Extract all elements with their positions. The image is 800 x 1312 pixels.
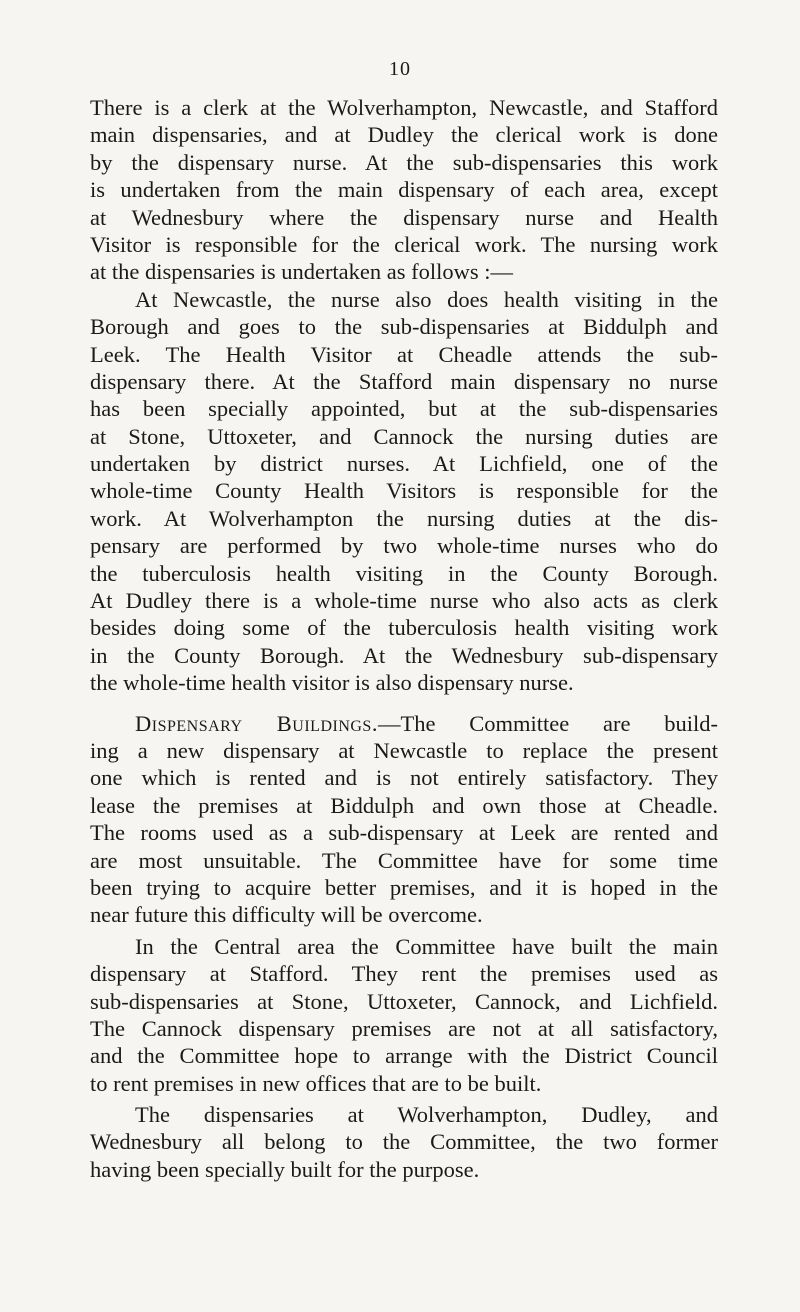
text-line: are most unsuitable. The Committee have for some time: [90, 847, 718, 873]
text-line: There is a clerk at the Wolverhampton, Newcastle, and Stafford: [90, 95, 718, 120]
text-line: one which is rented and is not entirely satisfactory. They: [90, 765, 718, 791]
paragraph-nursing: [90, 286, 718, 697]
text-line: by the dispensary nurse. At the sub-dispensaries this work: [90, 149, 718, 175]
paragraph-central-area: [90, 933, 718, 1097]
text-line: dispensary there. At the Stafford main dispensary no nurse: [90, 368, 718, 394]
text-line: at Wednesbury where the dispensary nurse and Health: [90, 204, 718, 230]
text-line: The dispensaries at Wolverhampton, Dudley, and: [135, 1102, 718, 1128]
text-line: Wednesbury all belong to the Committee, the two former: [90, 1129, 718, 1155]
heading-line-rest: —The Committee are build-: [377, 710, 718, 736]
paragraph-dispensary-buildings: [90, 710, 718, 929]
paragraph-ownership: [90, 1101, 718, 1183]
text-line: At Newcastle, the nurse also does health visiting in the: [135, 286, 718, 312]
text-line: At Dudley there is a whole-time nurse who also acts as clerk: [90, 588, 718, 614]
text-line: Borough and goes to the sub-dispensaries at Biddulph and: [90, 314, 718, 340]
text-line: In the Central area the Committee have built the main: [135, 933, 718, 959]
paragraph-clerks: [90, 94, 718, 286]
text-line: work. At Wolverhampton the nursing duties at the dis-: [90, 505, 718, 531]
text-line: the whole-time health visitor is also dispensary nurse.: [90, 670, 574, 696]
text-line: whole-time County Health Visitors is responsible for the: [90, 478, 718, 504]
text-line: The Cannock dispensary premises are not at all satisfactory,: [90, 1015, 718, 1041]
page-number: 10: [389, 58, 411, 80]
text-line: been trying to acquire better premises, and it is hoped in the: [90, 874, 718, 900]
text-line: and the Committee hope to arrange with the District Council: [90, 1043, 718, 1069]
text-line: having been specially built for the purpose.: [90, 1156, 480, 1182]
text-line: Leek. The Health Visitor at Cheadle attends the sub-: [90, 341, 718, 367]
body-text: [90, 94, 718, 1183]
text-line: dispensary at Stafford. They rent the premises used as: [90, 961, 718, 987]
text-line: lease the premises at Biddulph and own those at Cheadle.: [90, 792, 718, 818]
text-line: the tuberculosis health visiting in the County Borough.: [90, 560, 718, 586]
text-line: at Stone, Uttoxeter, and Cannock the nursing duties are: [90, 423, 718, 449]
text-line: [90, 710, 718, 737]
text-line: besides doing some of the tuberculosis health visiting work: [90, 615, 718, 641]
text-line: The rooms used as a sub-dispensary at Leek are rented and: [90, 820, 718, 846]
text-line: ing a new dispensary at Newcastle to replace the present: [90, 737, 718, 763]
text-line: sub-dispensaries at Stone, Uttoxeter, Cannock, and Lichfield.: [90, 988, 718, 1014]
text-line: in the County Borough. At the Wednesbury sub-dispensary: [90, 642, 718, 668]
text-line: has been specially appointed, but at the sub-dispensaries: [90, 396, 718, 422]
text-line: at the dispensaries is undertaken as follows :—: [90, 259, 514, 285]
text-line: Visitor is responsible for the clerical work. The nursing work: [90, 231, 718, 257]
text-line: to rent premises in new offices that are to be built.: [90, 1070, 542, 1096]
text-line: undertaken by district nurses. At Lichfield, one of the: [90, 451, 718, 477]
text-line: pensary are performed by two whole-time nurses who do: [90, 533, 718, 559]
text-line: is undertaken from the main dispensary of each area, except: [90, 177, 718, 203]
text-line: main dispensaries, and at Dudley the clerical work is done: [90, 122, 718, 148]
text-line: near future this difficulty will be overcome.: [90, 902, 483, 928]
section-heading: Dispensary Buildings.: [135, 710, 378, 736]
